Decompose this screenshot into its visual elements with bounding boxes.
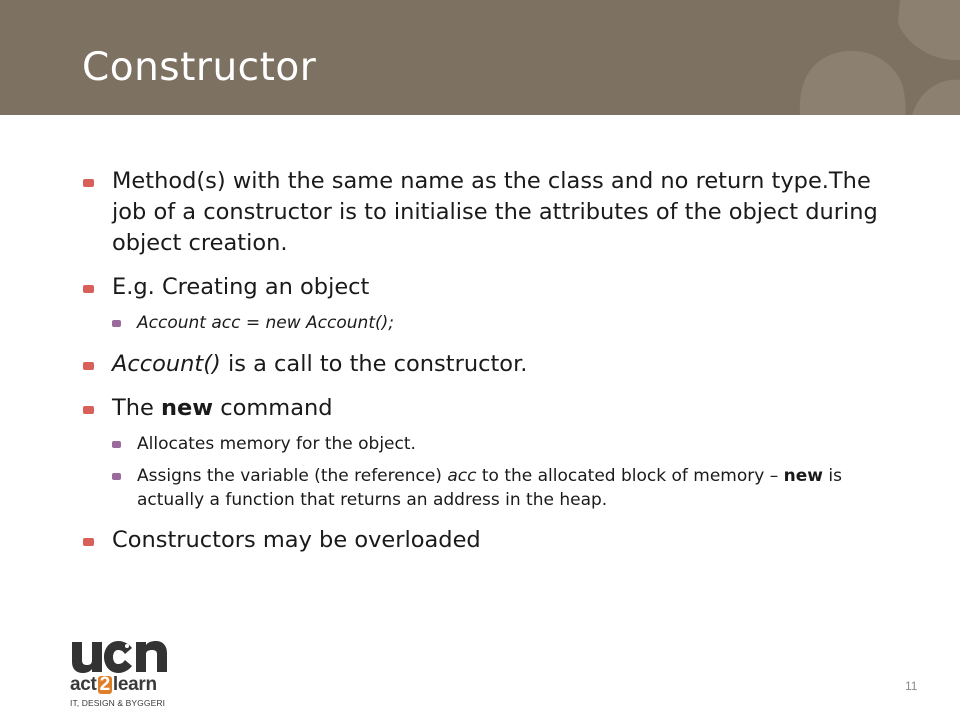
- ucn-wordmark-icon: [70, 638, 180, 674]
- logo-learn: learn: [112, 674, 157, 695]
- inline-text: command: [213, 395, 333, 421]
- logo-two: 2: [99, 674, 110, 695]
- logo-act: act: [70, 674, 97, 695]
- inline-bold: new: [161, 395, 214, 421]
- bullet-definition: Method(s) with the same name as the class and no return type.The job of a constructor is to initialise the attributes of the object during object creation.: [80, 166, 880, 259]
- logo-subline: IT, DESIGN & BYGGERI: [70, 698, 166, 708]
- page-number: 11: [905, 679, 918, 693]
- inline-text: Assigns the variable (the reference): [137, 466, 448, 486]
- sub-bullet-code: Account acc = new Account();: [80, 311, 880, 335]
- bullet-new-command: [80, 393, 880, 424]
- bullet-overloaded: Constructors may be overloaded: [80, 525, 880, 556]
- inline-text: is a call to the constructor.: [220, 351, 528, 377]
- inline-bold: new: [783, 466, 823, 486]
- act2learn-text: [70, 674, 157, 696]
- bullet-constructor-call: [80, 349, 880, 380]
- ucn-logo: [68, 636, 208, 708]
- sub-bullet-assigns: [80, 464, 880, 512]
- title-bar: [0, 0, 960, 115]
- bullet-example: E.g. Creating an object: [80, 272, 880, 303]
- slide-title: Constructor: [82, 45, 317, 90]
- inline-italic: Account(): [112, 351, 221, 377]
- inline-text: is actually a function that returns an address in the heap.: [137, 466, 842, 510]
- bullet-list: [80, 166, 880, 569]
- inline-italic: acc: [447, 466, 477, 486]
- inline-text: to the allocated block of memory –: [476, 466, 784, 486]
- inline-text: The: [112, 395, 161, 421]
- sub-bullet-allocates: Allocates memory for the object.: [80, 432, 880, 456]
